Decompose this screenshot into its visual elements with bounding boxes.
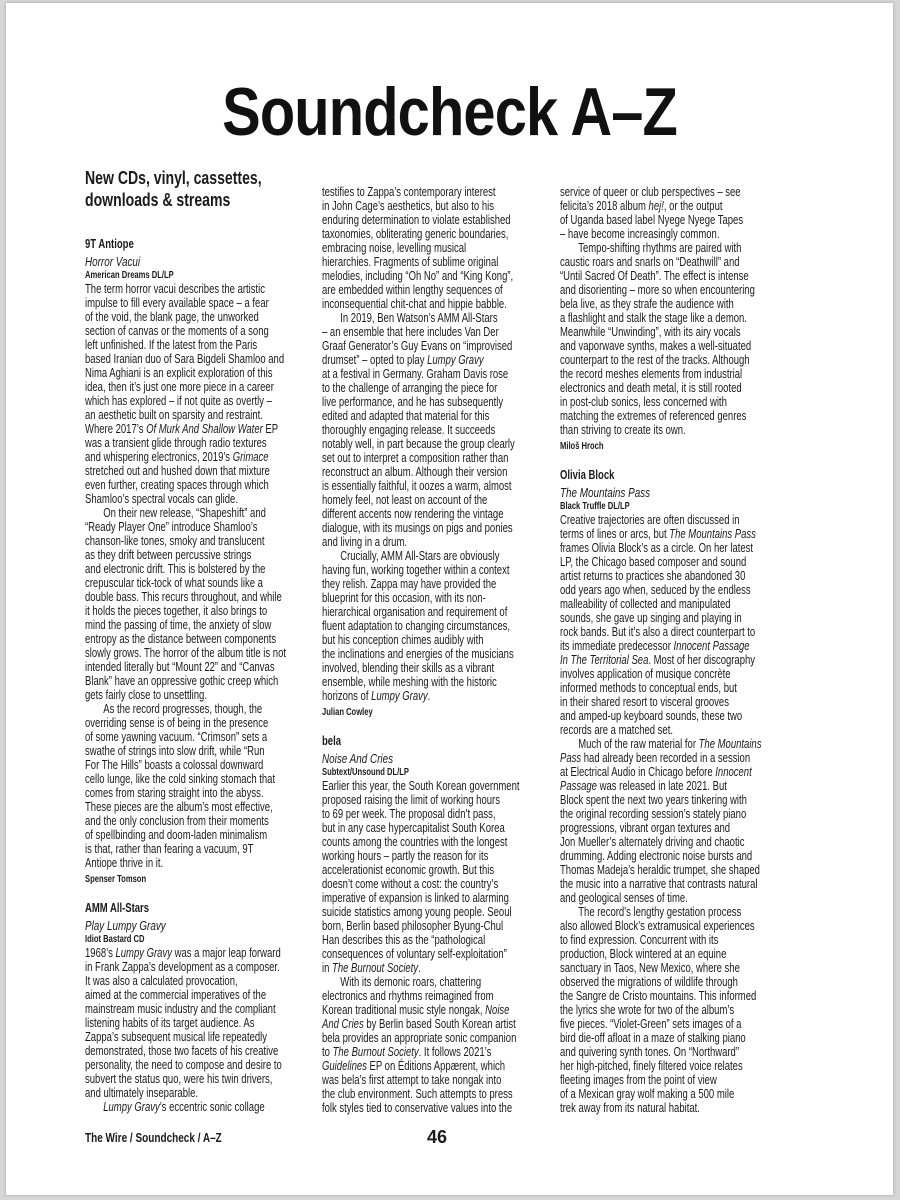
review-paragraph (85, 702, 321, 870)
italic-title: Lumpy Gravy (115, 946, 172, 960)
text-line: fluent adaptation to changing circumstances, (322, 619, 511, 633)
text-line: Where 2017’s Of Murk And Shallow Water EP (85, 422, 279, 436)
text-line: they relish. Zappa may have provided the (322, 577, 497, 591)
text-line: and vaporwave synths, makes a well-situated (560, 339, 752, 353)
review-label-format: Idiot Bastard CD (85, 934, 145, 945)
text-line: entropy as the distance between components (85, 632, 277, 646)
italic-title: Noise (485, 1003, 510, 1017)
review-paragraph (322, 779, 558, 975)
text-line: slowly grows. The horror of the album title is not (85, 646, 286, 660)
text-line: In 2019, Ben Watson’s AMM All-Stars (340, 311, 498, 325)
text-line: to the challenge of arranging the piece for (322, 381, 498, 395)
text-line: Creative trajectories are often discussed in (560, 513, 740, 527)
review-album-title: Play Lumpy Gravy (85, 918, 166, 933)
italic-title: hej! (648, 199, 664, 213)
review-paragraph (322, 549, 558, 703)
text-line: proposed raising the limit of working hours (322, 793, 500, 807)
italic-title: Innocent Passage (673, 639, 750, 653)
text-line: felicita’s 2018 album hej!, or the output (560, 199, 723, 213)
review-artist: 9T Antiope (85, 237, 134, 251)
text-line: than striving to create its own. (560, 423, 686, 437)
text-line: at a festival in Germany. Graham Davis rose (322, 367, 509, 381)
review-label-format: Black Truffle DL/LP (560, 501, 630, 512)
text-line: sounds, she gave up singing and playing in (560, 611, 742, 625)
text-line: With its demonic roars, chattering (340, 975, 482, 989)
text-line: five pieces. “Violet-Green” sets images of a (560, 1017, 742, 1031)
review-paragraph (85, 1100, 321, 1114)
review-artist: Olivia Block (560, 468, 615, 482)
text-line: even further, creating spaces through which (85, 478, 269, 492)
text-line: And Cries by Berlin based South Korean artist (322, 1017, 516, 1031)
text-line: Shamloo’s spectral vocals can glide. (85, 492, 238, 506)
review-paragraph (560, 513, 796, 737)
text-line: fleeting images from the point of view (560, 1073, 717, 1087)
text-line: drumming. Adding electronic noise bursts and (560, 849, 753, 863)
text-line: having fun, working together within a context (322, 563, 510, 577)
review-byline: Miloš Hroch (560, 441, 604, 452)
text-line: counts among the countries with the longest (322, 835, 508, 849)
text-line: downloads & streams (85, 189, 231, 210)
text-line: bela provides an appropriate sonic companion (322, 1031, 517, 1045)
text-line: progressions, vibrant organ textures and (560, 821, 731, 835)
text-line: the original recording session’s stately piano (560, 807, 747, 821)
text-line: It was also a calculated provocation, (85, 974, 238, 988)
text-line: bird die-off afloat in a maze of stalking piano (560, 1031, 746, 1045)
text-line: artist returns to practices she abandoned 30 (560, 569, 746, 583)
review-album-title: Noise And Cries (322, 751, 394, 766)
text-line: comes from staring straight into the abyss. (85, 786, 264, 800)
text-line: of a Mexican gray wolf making a 500 mile (560, 1087, 735, 1101)
text-line: the lyrics she wrote for two of the album’s (560, 1003, 735, 1017)
text-line: melodies, including “Oh No” and “King Kong”, (322, 269, 514, 283)
text-line: Block spent the next two years tinkering with (560, 793, 747, 807)
text-line: in their shared resort to visceral grooves (560, 695, 729, 709)
text-line: the record meshes elements from industrial (560, 367, 743, 381)
page-title (0, 68, 900, 156)
text-line: Blank” have an oppressive gothic creep which (85, 674, 279, 688)
text-line: chanson-like tones, smoky and translucent (85, 534, 265, 548)
text-line: live performance, and he has subsequently (322, 395, 504, 409)
text-line: an aesthetic built on sparsity and restraint. (85, 408, 263, 422)
section-intro-heading (85, 167, 321, 211)
text-line: thoroughly engaging release. It succeeds (322, 423, 496, 437)
text-line: The term horror vacui describes the artistic (85, 282, 266, 296)
text-line: Jon Mueller’s alternately driving and chaotic (560, 835, 745, 849)
text-line: listening habits of its target audience. As (85, 1016, 255, 1030)
italic-title: Guidelines (322, 1059, 367, 1073)
text-line: enduring determination to violate established (322, 213, 511, 227)
text-line: to 69 per week. The proposal didn’t pass, (322, 807, 496, 821)
text-line: sanctuary in Taos, New Mexico, where she (560, 961, 740, 975)
text-line: to The Burnout Society. It follows 2021’s (322, 1045, 492, 1059)
review-artist: AMM All-Stars (85, 901, 150, 915)
text-line: production, Block wintered at an equine (560, 947, 727, 961)
text-line: Antiope thrive in it. (85, 856, 164, 870)
text-line: and geological senses of time. (560, 891, 688, 905)
text-line: hierarchical organisation and requirement of (322, 605, 508, 619)
text-line: rock bands. But it’s also a direct counterpart to (560, 625, 756, 639)
text-line: New CDs, vinyl, cassettes, (85, 167, 262, 188)
text-line: Korean traditional music style nongak, Noise (322, 1003, 510, 1017)
review-paragraph (560, 905, 796, 1115)
text-line: malleability of collected and manipulated (560, 597, 731, 611)
review-album-title: The Mountains Pass (560, 485, 651, 500)
text-line: odd years ago when, seduced by the endless (560, 583, 751, 597)
text-line: observed the migrations of wildlife through (560, 975, 738, 989)
text-line: Meanwhile “Unwinding”, with its airy vocals (560, 325, 741, 339)
text-line: records are a matched set. (560, 723, 674, 737)
text-line: The record’s lengthy gestation process (578, 905, 742, 919)
text-line: at Electrical Audio in Chicago before Innocent (560, 765, 752, 779)
review-paragraph (85, 506, 321, 702)
text-line: the Sangre de Cristo mountains. This informed (560, 989, 757, 1003)
footer-section-title: The Wire / Soundcheck / A–Z (85, 1131, 222, 1145)
text-line: and quivering synth tones. On “Northward” (560, 1045, 740, 1059)
text-line: Pass had already been recorded in a session (560, 751, 751, 765)
text-line: and whispering electronics, 2019’s Grimace (85, 450, 269, 464)
text-line: of some yawning vacuum. “Crimson” sets a (85, 730, 268, 744)
text-line: also allowed Block’s extramusical experiences (560, 919, 755, 933)
column-3 (560, 185, 796, 1115)
text-line: the music into a narrative that contrasts natural (560, 877, 758, 891)
italic-title: Lumpy Gravy (371, 689, 428, 703)
text-line: personality, the need to compose and desire to (85, 1058, 282, 1072)
text-line: LP, the Chicago based composer and sound (560, 555, 747, 569)
text-line: as they drift between percussive strings (85, 548, 252, 562)
italic-title: Lumpy Gravy (427, 353, 484, 367)
text-line: her high-pitched, finely filtered voice relates (560, 1059, 743, 1073)
text-line: For The Hills” boasts a colossal downward (85, 758, 264, 772)
text-line: and amped-up keyboard sounds, these two (560, 709, 743, 723)
text-line: in Frank Zappa’s development as a composer. (85, 960, 280, 974)
text-line: frames Olivia Block’s as a circle. On her latest (560, 541, 754, 555)
text-line: drumset” – opted to play Lumpy Gravy (322, 353, 484, 367)
text-line: Lumpy Gravy’s eccentric sonic collage (103, 1100, 265, 1114)
text-line: service of queer or club perspectives – see (560, 185, 741, 199)
text-line: Passage was released in late 2021. But (560, 779, 727, 793)
text-line: are embedded within lengthy sequences of (322, 283, 503, 297)
text-line: double bass. This recurs throughout, and while (85, 590, 282, 604)
italic-title: Passage (560, 779, 597, 793)
text-line: in John Cage’s aesthetics, but also to his (322, 199, 494, 213)
text-line: impulse to fill every available space – a fear (85, 296, 269, 310)
text-line: hierarchies. Fragments of sublime original (322, 255, 499, 269)
column-2 (322, 185, 558, 1115)
text-line: matching the extremes of referenced genres (560, 409, 747, 423)
text-line: 1968’s Lumpy Gravy was a major leap forward (85, 946, 281, 960)
text-line: and disorienting – more so when encountering (560, 283, 755, 297)
text-line: Earlier this year, the South Korean government (322, 779, 520, 793)
text-line: overriding sense is of being in the presence (85, 716, 269, 730)
text-line: based Iranian duo of Sara Bigdeli Shamloo and (85, 352, 285, 366)
text-line: and living in a drum. (322, 535, 408, 549)
italic-title: Of Murk And Shallow Water (146, 422, 263, 436)
review-byline: Julian Cowley (322, 707, 373, 718)
text-line: Thomas Madeja’s heraldic trumpet, she shaped (560, 863, 760, 877)
text-line: is essentially faithful, it oozes a warm, almost (322, 479, 512, 493)
text-line: of the void, the blank page, the unworked (85, 310, 259, 324)
text-line: to find expression. Concurrent with its (560, 933, 719, 947)
review-byline: Spenser Tomson (85, 874, 147, 885)
text-line: imperative of expansion is linked to alarming (322, 891, 509, 905)
text-line: testifies to Zappa’s contemporary interest (322, 185, 496, 199)
text-line: of spellbinding and doom-laden minimalism (85, 828, 268, 842)
text-line: section of canvas or the moments of a song (85, 324, 269, 338)
text-line: Much of the raw material for The Mountains (578, 737, 762, 751)
text-line: involves application of musique concrète (560, 667, 731, 681)
text-line: and ultimately inseparable. (85, 1086, 199, 1100)
text-line: the inclinations and energies of the musicians (322, 647, 514, 661)
text-line: Graaf Generator’s Guy Evans on “improvised (322, 339, 513, 353)
text-line: accelerationist economic growth. But this (322, 863, 495, 877)
text-line: born, Berlin based philosopher Byung-Chul (322, 919, 504, 933)
text-line: crepuscular tick-tock of what sounds like a (85, 576, 263, 590)
italic-title: The Burnout Society (332, 1045, 419, 1059)
text-line: was bela’s first attempt to take nongak into (322, 1073, 502, 1087)
text-line: inconsequential chit-chat and hippie babble. (322, 297, 507, 311)
text-line: – have become increasingly common. (560, 227, 720, 241)
text-line: a flashlight and stalk the stage like a demon. (560, 311, 747, 325)
text-line: aimed at the commercial imperatives of the (85, 988, 267, 1002)
review-label-format: American Dreams DL/LP (85, 270, 174, 281)
text-line: in post-club sonics, less concerned with (560, 395, 727, 409)
text-line: subvert the status quo, were his twin drivers, (85, 1072, 273, 1086)
text-line: blueprint for this occasion, with its non- (322, 591, 486, 605)
text-line: notably well, in part because the group clearly (322, 437, 515, 451)
text-line: informed methods to conceptual ends, but (560, 681, 737, 695)
text-line: mainstream music industry and the compliant (85, 1002, 276, 1016)
review-paragraph (560, 241, 796, 437)
text-line: the club environment. Such attempts to press (322, 1087, 513, 1101)
text-line: As the record progresses, though, the (103, 702, 263, 716)
text-line: demonstrated, those two facets of his creative (85, 1044, 279, 1058)
text-line: reconstruct an album. Although their version (322, 465, 508, 479)
text-line: bela live, as they strafe the audience with (560, 297, 734, 311)
italic-title: In The Territorial Sea (560, 653, 649, 667)
text-line: On their new release, “Shapeshift” and (103, 506, 266, 520)
italic-title: The Mountains (698, 737, 762, 751)
text-line: in The Burnout Society. (322, 961, 421, 975)
text-line: cello lunge, like the cold sinking stomach that (85, 772, 276, 786)
text-line: gets fairly close to unsettling. (85, 688, 207, 702)
text-line: consequences of voluntary self-exploitation” (322, 947, 507, 961)
review-paragraph (322, 975, 558, 1115)
text-line: caustic roars and snarls on “Deathwill” and (560, 255, 740, 269)
text-line: – an ensemble that here includes Van Der (322, 325, 499, 339)
text-line: Zappa’s subsequent musical life repeatedly (85, 1030, 268, 1044)
text-line: These pieces are the album’s most effective, (85, 800, 273, 814)
text-line: doesn’t come without a cost: the country’s (322, 877, 499, 891)
italic-title: Pass (560, 751, 582, 765)
text-line: idea, then it’s just one more piece in a career (85, 380, 274, 394)
review-paragraph (560, 185, 796, 241)
text-line: its immediate predecessor Innocent Passage (560, 639, 750, 653)
review-label-format: Subtext/Unsound DL/LP (322, 767, 409, 778)
text-line: dialogue, with its musings on pigs and ponies (322, 521, 513, 535)
text-line: intended literally but “Mount 22” and “Canvas (85, 660, 275, 674)
text-line: set out to interpret a composition rather than (322, 451, 509, 465)
review-paragraph (322, 311, 558, 549)
italic-title: The Burnout Society (332, 961, 419, 975)
italic-title: And Cries (322, 1017, 364, 1031)
text-line: homely feel, not least on account of the (322, 493, 488, 507)
text-line: stretched out and hushed down that mixture (85, 464, 270, 478)
text-line: trek away from its natural habitat. (560, 1101, 700, 1115)
page-title-text: Soundcheck A–Z (222, 74, 678, 150)
page-number: 46 (426, 1127, 448, 1147)
text-line: Han describes this as the “pathological (322, 933, 486, 947)
text-line: ensemble, while meshing with the historic (322, 675, 497, 689)
italic-title: Grimace (232, 450, 269, 464)
text-line: involved, blending their skills as a vibrant (322, 661, 495, 675)
review-paragraph (322, 185, 558, 311)
text-line: and the only conclusion from their moments (85, 814, 269, 828)
text-line: “Ready Player One” introduce Shamloo’s (85, 520, 258, 534)
text-line: was a transient glide through radio textures (85, 436, 267, 450)
review-paragraph (85, 946, 321, 1100)
text-line: mind the passing of time, the anxiety of slow (85, 618, 272, 632)
text-line: taxonomies, obliterating generic boundaries, (322, 227, 509, 241)
review-artist: bela (322, 734, 342, 748)
text-line: swathe of strings into slow drift, while “Run (85, 744, 265, 758)
text-line: Guidelines EP on Éditions Appærent, which (322, 1059, 506, 1073)
text-line: terms of lines or arcs, but The Mountains Pass (560, 527, 756, 541)
text-line: In The Territorial Sea. Most of her discography (560, 653, 756, 667)
text-line: but his conception chimes audibly with (322, 633, 484, 647)
text-line: Nima Aghiani is an explicit exploration of this (85, 366, 273, 380)
review-album-title: Horror Vacui (85, 254, 141, 269)
text-line: horizons of Lumpy Gravy. (322, 689, 431, 703)
text-line: different accents now rendering the vintage (322, 507, 504, 521)
text-line: Crucially, AMM All-Stars are obviously (340, 549, 500, 563)
text-line: is that, rather than fearing a vacuum, 9T (85, 842, 254, 856)
text-line: electronics and death metal, it is still rooted (560, 381, 742, 395)
text-line: working hours – partly the reason for its (322, 849, 489, 863)
column-1 (85, 167, 321, 1114)
text-line: and electronic drift. This is bolstered by the (85, 562, 266, 576)
text-line: “Until Sacred Of Death”. The effect is intense (560, 269, 749, 283)
text-line: embracing noise, levelling musical (322, 241, 467, 255)
italic-title: Innocent (715, 765, 752, 779)
text-line: but in any case hypercapitalist South Korea (322, 821, 505, 835)
text-line: edited and adapted that material for this (322, 409, 490, 423)
review-paragraph (560, 737, 796, 905)
text-line: suicide statistics among young people. Seoul (322, 905, 512, 919)
italic-title: The Mountains Pass (669, 527, 756, 541)
text-line: it holds the pieces together, it also brings to (85, 604, 268, 618)
text-line: left unfinished. If the latest from the Paris (85, 338, 258, 352)
text-line: of Uganda based label Nyege Nyege Tapes (560, 213, 744, 227)
text-line: counterpart to the rest of the tracks. Although (560, 353, 750, 367)
italic-title: Lumpy Gravy (103, 1100, 160, 1114)
text-line: folk styles tied to conservative values into the (322, 1101, 513, 1115)
text-line: electronics and rhythms reimagined from (322, 989, 494, 1003)
review-paragraph (85, 282, 321, 506)
text-line: which has explored – if not quite as overtly – (85, 394, 272, 408)
text-line: Tempo-shifting rhythms are paired with (578, 241, 742, 255)
